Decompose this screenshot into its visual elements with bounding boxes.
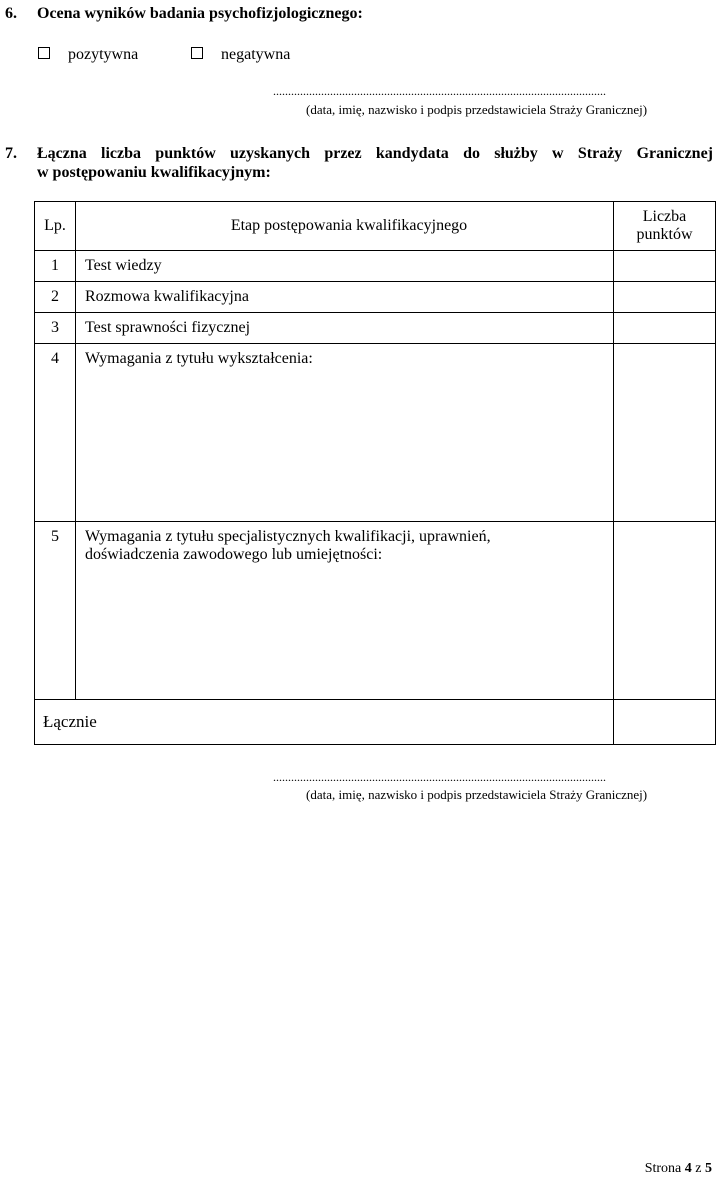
option-negative-label: negatywna	[221, 46, 291, 63]
table-row	[35, 251, 716, 282]
row-points-cell[interactable]	[614, 344, 716, 522]
row-lp: 1	[35, 251, 76, 282]
signature-line-7: ...............................................................................................................	[273, 770, 606, 784]
option-negative[interactable]	[191, 46, 290, 64]
checkbox-negative-icon[interactable]	[191, 47, 203, 59]
header-points-line2: punktów	[636, 226, 693, 243]
row-stage-line2: doświadczenia zawodowego lub umiejętności:	[85, 546, 383, 563]
row-stage: Test wiedzy	[76, 251, 614, 282]
score-table	[34, 201, 716, 745]
page-number	[645, 1161, 712, 1177]
row-stage: Test sprawności fizycznej	[76, 313, 614, 344]
section-6-number: 6.	[5, 5, 17, 22]
row-stage-line1: Wymagania z tytułu specjalistycznych kwalifikacji, uprawnień,	[85, 528, 491, 545]
page-of: z	[691, 1161, 705, 1176]
header-lp: Lp.	[35, 202, 76, 251]
row-lp: 5	[35, 522, 76, 700]
table-row	[35, 344, 716, 522]
option-positive[interactable]	[38, 46, 138, 64]
section-7-title-line2: w postępowaniu kwalifikacyjnym:	[37, 164, 271, 181]
signature-line-6: ...............................................................................................................	[273, 84, 606, 98]
row-stage: Wymagania z tytułu wykształcenia:	[76, 344, 614, 522]
header-stage: Etap postępowania kwalifikacyjnego	[76, 202, 614, 251]
total-points-cell[interactable]	[614, 700, 716, 745]
table-header-row	[35, 202, 716, 251]
row-points-cell[interactable]	[614, 251, 716, 282]
table-row	[35, 313, 716, 344]
page-prefix: Strona	[644, 1161, 685, 1176]
row-lp: 4	[35, 344, 76, 522]
row-lp: 3	[35, 313, 76, 344]
section-6-title: Ocena wyników badania psychofizjologicznego:	[37, 5, 363, 22]
page-current: 4	[684, 1161, 692, 1176]
header-points	[614, 202, 716, 251]
signature-caption-7: (data, imię, nazwisko i podpis przedstawiciela Straży Granicznej)	[306, 787, 648, 802]
row-points-cell[interactable]	[614, 313, 716, 344]
row-points-cell[interactable]	[614, 522, 716, 700]
option-positive-label: pozytywna	[68, 46, 139, 63]
table-row	[35, 522, 716, 700]
table-total-row	[35, 700, 716, 745]
row-points-cell[interactable]	[614, 282, 716, 313]
page-total: 5	[705, 1161, 712, 1176]
section-7-title-line1: Łączna liczba punktów uzyskanych przez kandydata do służby w Straży Granicznej	[37, 145, 713, 162]
row-stage	[76, 522, 614, 700]
header-points-line1: Liczba	[642, 208, 687, 225]
checkbox-positive-icon[interactable]	[38, 47, 50, 59]
total-label: Łącznie	[35, 700, 614, 745]
signature-caption-6: (data, imię, nazwisko i podpis przedstawiciela Straży Granicznej)	[306, 102, 648, 117]
table-row	[35, 282, 716, 313]
row-lp: 2	[35, 282, 76, 313]
row-stage: Rozmowa kwalifikacyjna	[76, 282, 614, 313]
section-7-number: 7.	[5, 145, 17, 162]
